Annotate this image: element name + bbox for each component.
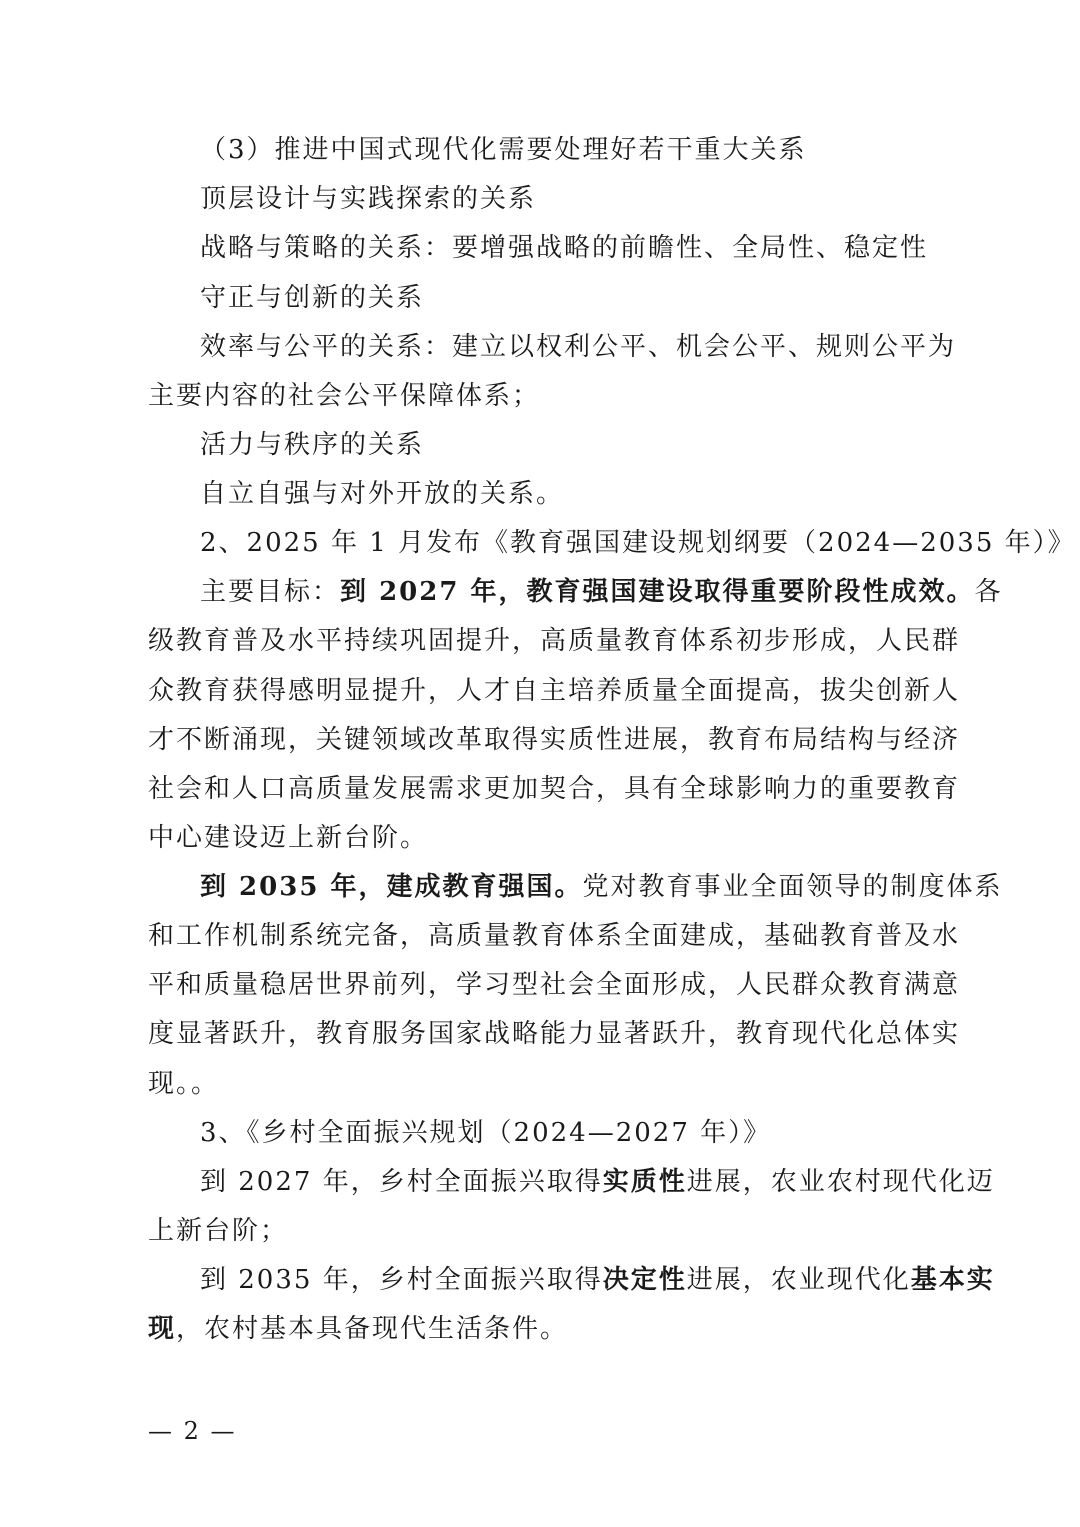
goal-2035-bold: 到 2035 年，建成教育强国。 <box>200 872 583 902</box>
relation-item: 战略与策略的关系：要增强战略的前瞻性、全局性、稳定性 <box>200 233 929 263</box>
emphasis-bold: 决定性 <box>602 1265 687 1295</box>
emphasis-bold: 基本实 <box>910 1265 995 1295</box>
paragraph-line <box>200 576 1003 608</box>
emphasis-bold: 现 <box>148 1314 177 1344</box>
paragraph-line: 和工作机制系统完备，高质量教育体系全面建成，基础教育普及水 <box>148 921 961 951</box>
text-fragment: 各 <box>974 577 1003 607</box>
paragraph-line: 级教育普及水平持续巩固提升，高质量教育体系初步形成，人民群 <box>148 626 961 656</box>
text-fragment: 进展，农业农村现代化迈 <box>686 1167 995 1197</box>
relation-item-continued: 主要内容的社会公平保障体系； <box>148 381 541 411</box>
paragraph-line <box>200 1264 995 1296</box>
paragraph-line: 平和质量稳居世界前列，学习型社会全面形成，人民群众教育满意 <box>148 970 961 1000</box>
text-fragment: 进展，农业现代化 <box>686 1265 911 1295</box>
emphasis-bold: 实质性 <box>602 1167 687 1197</box>
text-fragment: ，农村基本具备现代生活条件。 <box>176 1314 569 1344</box>
item2-heading: 2、2025 年 1 月发布《教育强国建设规划纲要（2024—2035 年）》 <box>200 528 1076 558</box>
paragraph-line <box>200 871 1002 903</box>
page-number: — 2 — <box>148 1417 237 1445</box>
paragraph-line: 现。。 <box>148 1069 220 1099</box>
paragraph-line: 社会和人口高质量发展需求更加契合，具有全球影响力的重要教育 <box>148 774 961 804</box>
relation-item: 自立自强与对外开放的关系。 <box>200 479 565 509</box>
paragraph-line <box>200 1166 995 1198</box>
item3-heading: 3、《乡村全面振兴规划（2024—2027 年）》 <box>200 1118 772 1148</box>
relation-item: 顶层设计与实践探索的关系 <box>200 184 537 214</box>
text-fragment: 党对教育事业全面领导的制度体系 <box>582 872 1003 902</box>
paragraph-line: 才不断涌现，关键领域改革取得实质性进展，教育布局结构与经济 <box>148 725 961 755</box>
text-fragment: 到 2027 年，乡村全面振兴取得 <box>200 1167 603 1197</box>
paragraph-line: 众教育获得感明显提升，人才自主培养质量全面提高，拔尖创新人 <box>148 676 961 706</box>
goal-label: 主要目标： <box>200 577 341 607</box>
section-heading: （3）推进中国式现代化需要处理好若干重大关系 <box>200 135 807 165</box>
paragraph-line <box>148 1313 568 1345</box>
paragraph-line: 中心建设迈上新台阶。 <box>148 823 429 853</box>
paragraph-line: 度显著跃升，教育服务国家战略能力显著跃升，教育现代化总体实 <box>148 1019 961 1049</box>
relation-item: 活力与秩序的关系 <box>200 430 425 460</box>
goal-2027-bold: 到 2027 年，教育强国建设取得重要阶段性成效。 <box>340 577 975 607</box>
relation-item: 守正与创新的关系 <box>200 283 425 313</box>
relation-item: 效率与公平的关系：建立以权利公平、机会公平、规则公平为 <box>200 332 957 362</box>
paragraph-line: 上新台阶； <box>148 1216 289 1246</box>
text-fragment: 到 2035 年，乡村全面振兴取得 <box>200 1265 603 1295</box>
